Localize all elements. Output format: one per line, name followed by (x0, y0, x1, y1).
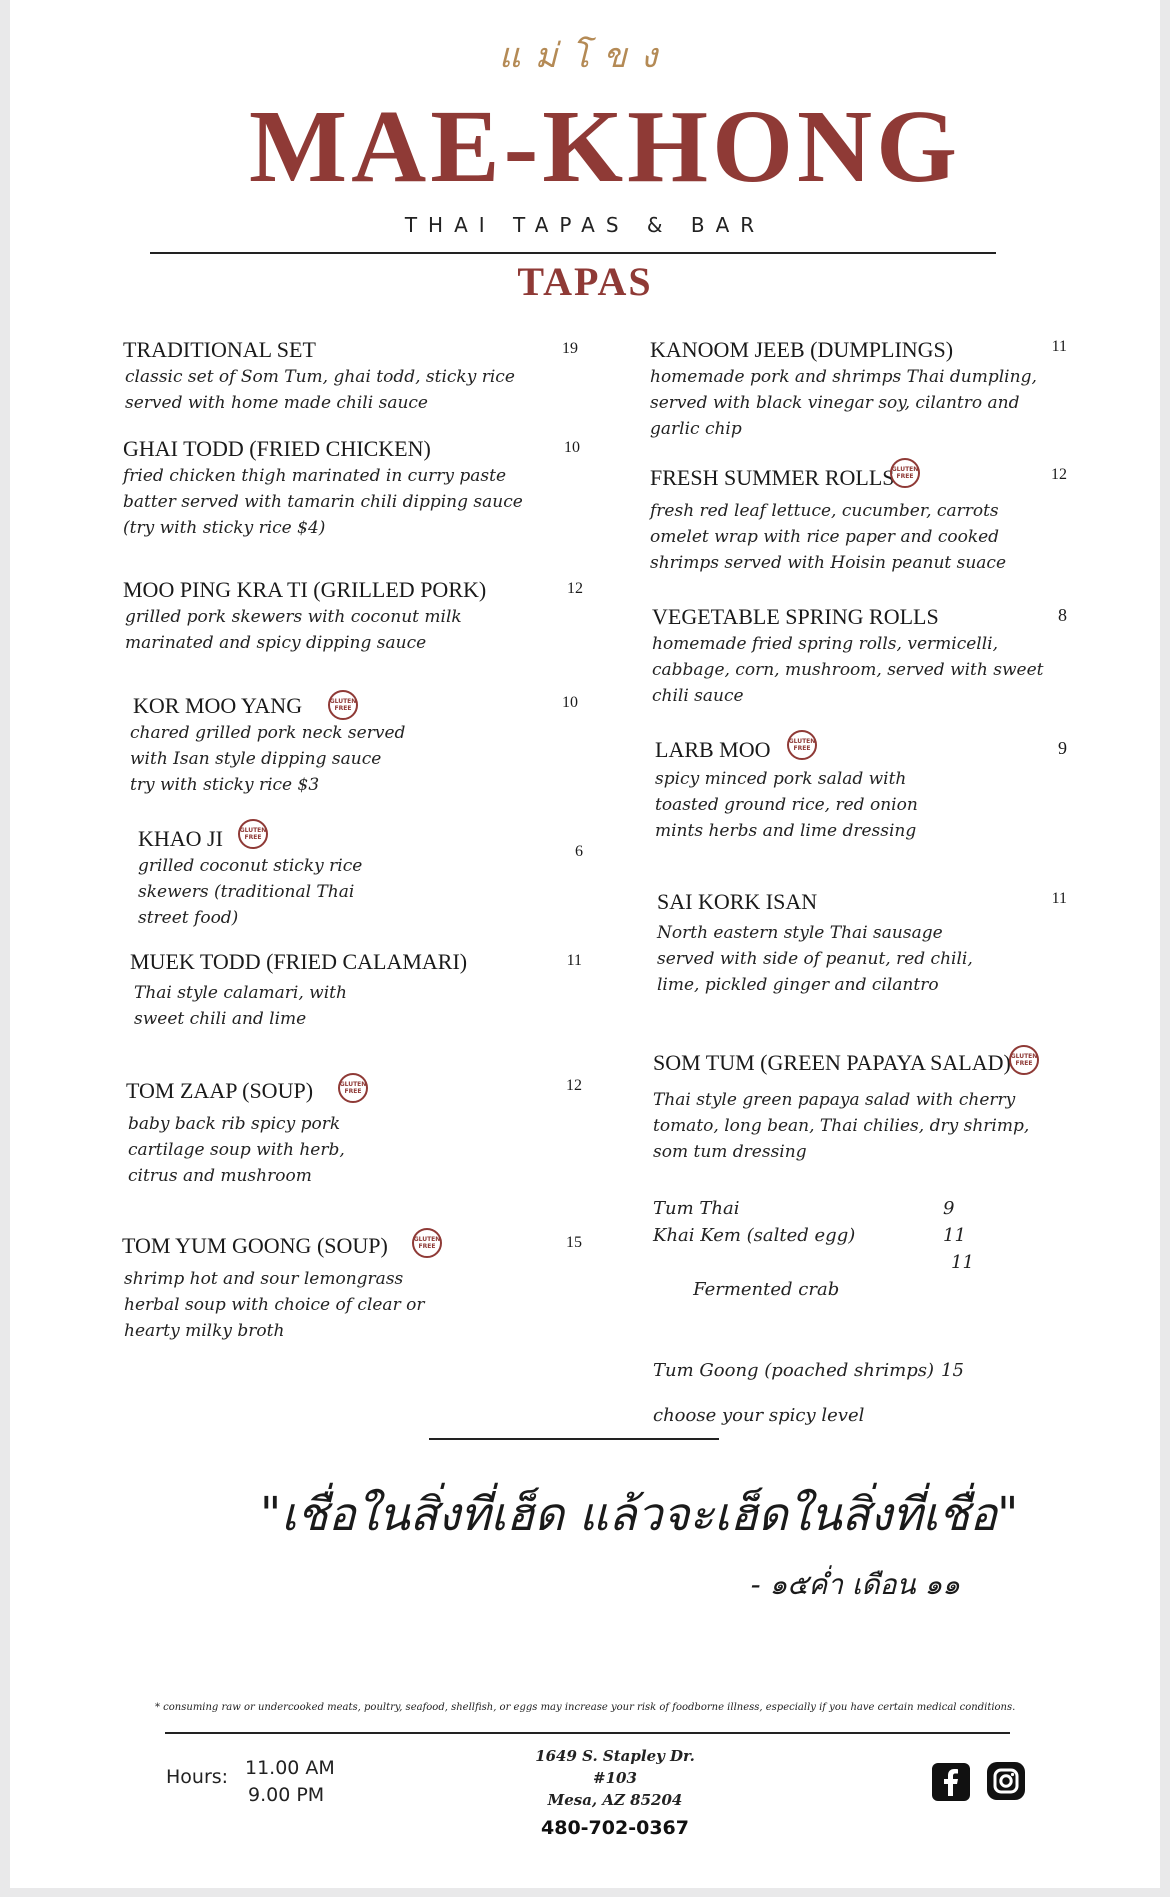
option-label: Tum Thai (653, 1198, 740, 1219)
item-name: SAI KORK ISAN (657, 889, 818, 914)
item-price: 8 (1058, 605, 1067, 625)
menu-item-kor-moo-yang (130, 692, 593, 798)
item-price: 19 (562, 340, 578, 357)
item-desc: (try with sticky rice $4) (123, 518, 326, 538)
item-desc: North eastern style Thai sausage (657, 923, 943, 943)
item-price: 10 (564, 439, 580, 456)
item-desc: shrimp hot and sour lemongrass (124, 1269, 404, 1289)
section-title: TAPAS (517, 259, 653, 304)
option-price: 15 (941, 1360, 964, 1381)
address: 1649 S. Stapley Dr. #103 Mesa, AZ 85204 (535, 1747, 695, 1809)
option-price: 11 (943, 1225, 966, 1246)
item-desc: served with home made chili sauce (125, 393, 428, 413)
divider-top (150, 252, 996, 254)
item-name: VEGETABLE SPRING ROLLS (652, 604, 939, 629)
hours-label: Hours: (166, 1766, 229, 1788)
gluten-free-badge: GLUTEN FREE (787, 730, 817, 760)
item-name: MUEK TODD (FRIED CALAMARI) (130, 949, 468, 974)
menu-item-khao-ji (138, 825, 583, 931)
item-price: 12 (567, 580, 583, 597)
item-desc: classic set of Som Tum, ghai todd, sticky rice (125, 367, 515, 387)
hours-times (245, 1755, 335, 1809)
item-desc: grilled coconut sticky rice (138, 856, 363, 876)
option-label: Khai Kem (salted egg) (653, 1225, 856, 1246)
item-desc: sweet chili and lime (134, 1009, 307, 1029)
instagram-icon[interactable] (987, 1762, 1025, 1800)
item-desc: fresh red leaf lettuce, cucumber, carrots (650, 501, 999, 521)
option-label: Tum Goong (poached shrimps) (653, 1360, 935, 1381)
item-name: KANOOM JEEB (DUMPLINGS) (650, 337, 954, 362)
spicy-note: choose your spicy level (653, 1405, 865, 1426)
menu-item-larb-moo (655, 736, 1075, 844)
item-name: TOM YUM GOONG (SOUP) (122, 1233, 388, 1258)
item-desc: spicy minced pork salad with (655, 769, 907, 789)
close-time: 9.00 PM (248, 1784, 325, 1806)
option-price: 11 (951, 1252, 974, 1273)
som-tum-options (653, 1195, 973, 1429)
item-desc: chili sauce (652, 686, 744, 706)
item-desc: chared grilled pork neck served (130, 723, 406, 743)
gluten-free-badge: GLUTEN FREE (238, 819, 268, 849)
item-desc: herbal soup with choice of clear or (124, 1295, 425, 1315)
item-name: TOM ZAAP (SOUP) (126, 1078, 314, 1103)
menu-item-tom-zaap (126, 1077, 586, 1189)
item-desc: try with sticky rice $3 (130, 775, 320, 795)
gluten-free-badge: GLUTEN FREE (328, 690, 358, 720)
facebook-icon[interactable] (932, 1763, 970, 1801)
item-price: 9 (1058, 738, 1067, 758)
item-price: 12 (1051, 466, 1067, 483)
item-name: LARB MOO (655, 737, 771, 762)
restaurant-name: MAE-KHONG (249, 89, 961, 204)
gluten-free-badge: GLUTEN FREE (1009, 1045, 1039, 1075)
food-safety-disclaimer: * consuming raw or undercooked meats, poultry, seafood, shellfish, or eggs may increase your risk of foodborne illness, especially if you have certain medical conditions. (155, 1702, 1016, 1713)
item-desc: street food) (138, 908, 239, 928)
tagline: THAI TAPAS & BAR (404, 213, 766, 237)
gluten-free-badge: GLUTEN FREE (412, 1228, 442, 1258)
item-name: MOO PING KRA TI (GRILLED PORK) (123, 577, 487, 602)
item-desc: homemade pork and shrimps Thai dumpling, (650, 367, 1037, 387)
open-time: 11.00 AM (245, 1757, 335, 1779)
option-row (653, 1249, 973, 1357)
item-name: KOR MOO YANG (133, 693, 303, 718)
gluten-free-badge: GLUTEN FREE (890, 458, 920, 488)
item-desc: Thai style green papaya salad with cherry (653, 1090, 1016, 1110)
item-desc: cartilage soup with herb, (128, 1140, 345, 1160)
quote-attribution: - ๑๕ค่ำ เดือน ๑๑ (750, 1568, 960, 1601)
item-desc: toasted ground rice, red onion (655, 795, 918, 815)
option-row (653, 1222, 973, 1249)
option-price: 9 (943, 1198, 955, 1219)
phone-number[interactable]: 480-702-0367 (541, 1817, 689, 1839)
menu-item-sai-kork-isan (657, 888, 1077, 998)
item-price: 15 (566, 1234, 582, 1251)
item-desc: grilled pork skewers with coconut milk (125, 607, 462, 627)
menu-item-kanoom-jeeb (650, 336, 1070, 442)
item-desc: served with black vinegar soy, cilantro and (650, 393, 1020, 413)
option-row (653, 1195, 973, 1222)
thai-logo-text: แม่โขง (498, 36, 672, 76)
item-name: TRADITIONAL SET (123, 337, 316, 362)
item-desc: served with side of peanut, red chili, (657, 949, 973, 969)
item-name: KHAO JI (138, 826, 223, 851)
menu-item-tom-yum-goong (122, 1232, 592, 1344)
option-row (653, 1357, 973, 1384)
divider-bottom (165, 1732, 1010, 1734)
item-desc: Thai style calamari, with (134, 983, 347, 1003)
divider-mid (429, 1438, 719, 1440)
item-desc: marinated and spicy dipping sauce (125, 633, 427, 653)
item-desc: hearty milky broth (124, 1321, 285, 1341)
item-desc: omelet wrap with rice paper and cooked (650, 527, 1000, 547)
gluten-free-badge: GLUTEN FREE (338, 1073, 368, 1103)
menu-item-som-tum (653, 1049, 1093, 1165)
item-desc: garlic chip (650, 419, 742, 439)
item-desc: mints herbs and lime dressing (655, 821, 917, 841)
item-desc: citrus and mushroom (128, 1166, 312, 1186)
menu-item-ghai-todd (123, 435, 583, 541)
item-desc: shrimps served with Hoisin peanut suace (650, 553, 1007, 573)
option-label: Fermented crab (687, 1279, 840, 1300)
item-desc: cabbage, corn, mushroom, served with sweet (652, 660, 1044, 680)
item-price: 6 (575, 843, 583, 860)
menu-item-fresh-summer-rolls (650, 464, 1070, 576)
item-price: 11 (566, 952, 582, 969)
item-desc: lime, pickled ginger and cilantro (657, 975, 939, 995)
item-price: 10 (562, 694, 578, 711)
item-name: FRESH SUMMER ROLLS (650, 465, 895, 490)
menu-page (10, 0, 1160, 1888)
item-desc: tomato, long bean, Thai chilies, dry shrimp, (653, 1116, 1030, 1136)
item-name: SOM TUM (GREEN PAPAYA SALAD) (653, 1050, 1011, 1075)
item-name: GHAI TODD (FRIED CHICKEN) (123, 436, 431, 461)
item-desc: fried chicken thigh marinated in curry paste (123, 466, 507, 486)
thai-quote: "เชื่อในสิ่งที่เฮ็ด แล้วจะเฮ็ดในสิ่งที่เชื่อ" (260, 1487, 1019, 1541)
menu-item-vegetable-spring-rolls (652, 603, 1072, 709)
item-price: 11 (1051, 890, 1067, 907)
item-desc: batter served with tamarin chili dipping sauce (123, 492, 523, 512)
item-desc: with Isan style dipping sauce (130, 749, 382, 769)
item-price: 12 (566, 1077, 582, 1094)
item-price: 11 (1051, 338, 1067, 355)
item-desc: skewers (traditional Thai (138, 882, 355, 902)
menu-item-muek-todd (130, 948, 590, 1032)
menu-item-moo-ping (123, 576, 593, 656)
menu-item-traditional-set (123, 336, 583, 416)
item-desc: homemade fried spring rolls, vermicelli, (652, 634, 998, 654)
item-desc: baby back rib spicy pork (128, 1114, 341, 1134)
item-desc: som tum dressing (653, 1142, 807, 1162)
